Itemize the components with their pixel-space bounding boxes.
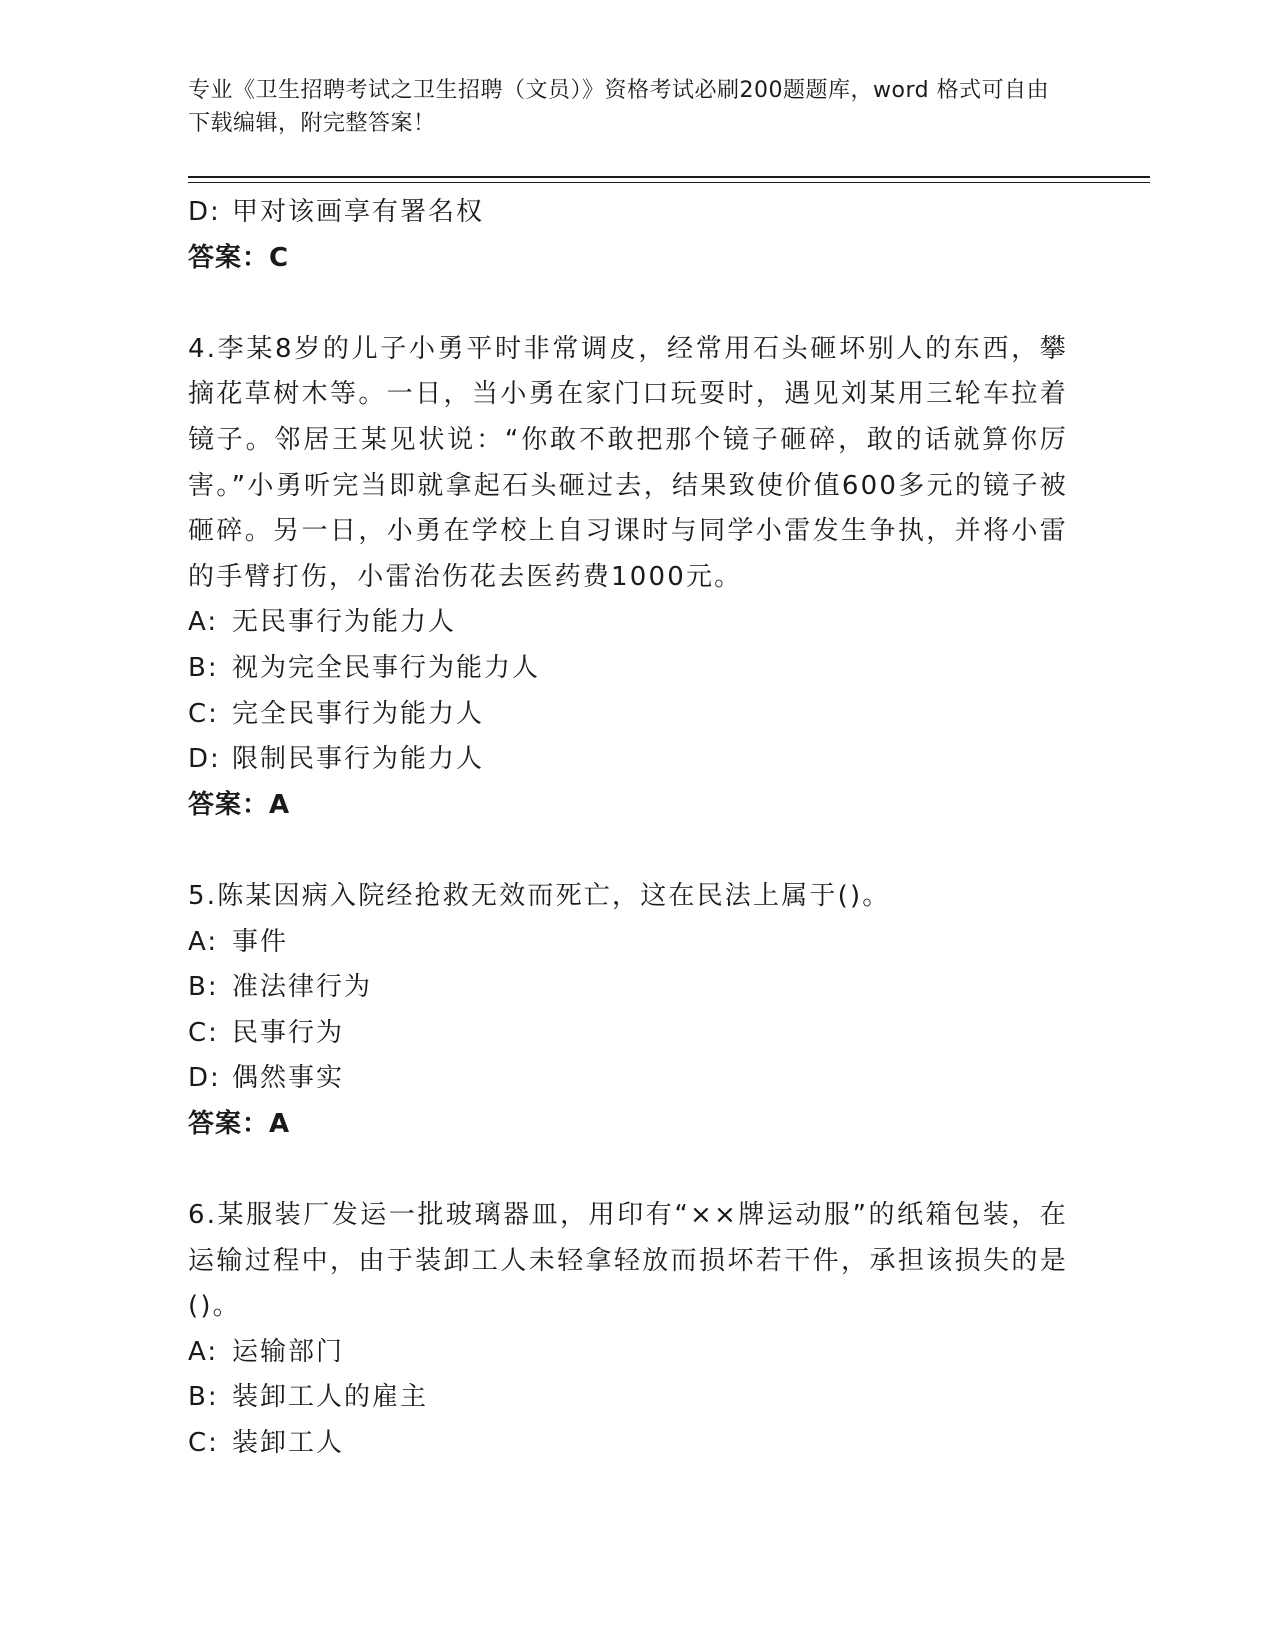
option-text: 准法律行为 [232,972,373,1003]
option-line [188,692,1068,738]
option-letter: D: [188,744,221,775]
option-letter: B: [188,972,219,1003]
option-letter: C: [188,698,219,729]
option-letter: A: [188,607,219,638]
question-stem: 5.陈某因病入院经抢救无效而死亡，这在民法上属于()。 [188,880,891,911]
spacer [188,1147,1068,1193]
option-text: 视为完全民事行为能力人 [232,652,541,683]
option-letter: B: [188,652,219,683]
option-line [188,646,1068,692]
option-text: 无民事行为能力人 [232,607,457,638]
option-text: 偶然事实 [232,1063,345,1094]
option-letter: C: [188,1017,219,1048]
answer-line: 答案：C [188,242,290,273]
option-text: 限制民事行为能力人 [232,744,485,775]
option-letter: D: [188,1063,221,1094]
option-line [188,737,1068,783]
option-text: 装卸工人 [232,1428,345,1459]
document-body [188,190,1068,1467]
spacer [188,281,1068,327]
option-text: 民事行为 [232,1017,345,1048]
option-line [188,1011,1068,1057]
option-letter: C: [188,1428,219,1459]
option-line [188,600,1068,646]
option-line [188,920,1068,966]
option-text: 装卸工人的雇主 [232,1382,429,1413]
option-line [188,965,1068,1011]
document-header: 专业《卫生招聘考试之卫生招聘（文员）》资格考试必刷200题题库，word 格式可自由下载编辑，附完整答案！ [188,78,1050,136]
option-line [188,1375,1068,1421]
option-line [188,1330,1068,1376]
option-letter: D: [188,197,221,227]
option-letter: A: [188,926,219,957]
header-divider-thin [188,182,1150,183]
option-line [188,1421,1068,1467]
option-letter: B: [188,1382,219,1413]
option-text: 完全民事行为能力人 [232,698,485,729]
question-stem: 4.李某8岁的儿子小勇平时非常调皮，经常用石头砸坏别人的东西，攀摘花草树木等。一日，当小勇在家门口玩耍时，遇见刘某用三轮车拉着镜子。邻居王某见状说：“你敢不敢把那个镜子砸碎，敢的话就算你厉害。”小勇听完当即就拿起石头砸过去，结果致使价值600多元的镜子被砸碎。另一日，小勇在学校上自习课时与同学小雷发生争执，并将小雷的手臂打伤，小雷治伤花去医药费1000元。 [188,333,1068,592]
option-line [188,1056,1068,1102]
header-divider-thick [188,176,1150,178]
answer-line: 答案：A [188,789,291,820]
answer-line: 答案：A [188,1108,291,1139]
option-text: 甲对该画享有署名权 [232,197,485,227]
spacer [188,828,1068,874]
question-stem: 6.某服装厂发运一批玻璃器皿，用印有“××牌运动服”的纸箱包装，在运输过程中，由于装卸工人未轻拿轻放而损坏若干件，承担该损失的是()。 [188,1200,1068,1322]
option-letter: A: [188,1336,219,1367]
option-text: 事件 [232,926,289,957]
option-line [188,190,1068,236]
option-text: 运输部门 [232,1336,345,1367]
